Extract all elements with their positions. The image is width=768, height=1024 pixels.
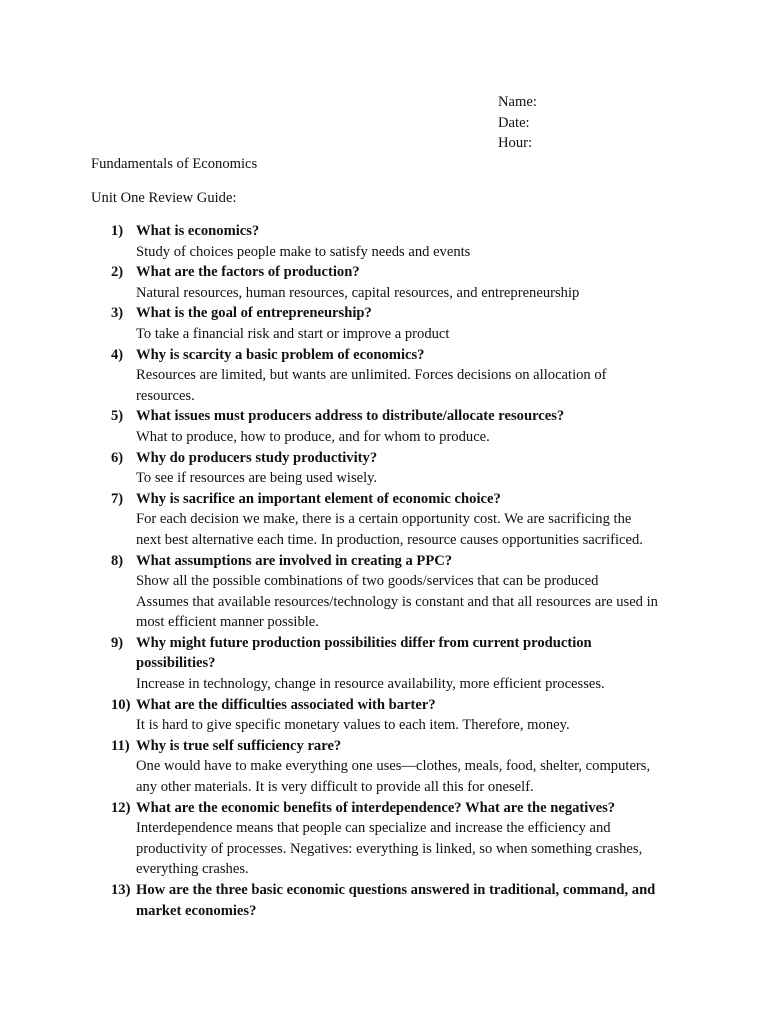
question-line: What assumptions are involved in creating a PPC? (136, 552, 453, 569)
answer-line: Show all the possible combinations of two goods/services that can be produced (136, 573, 599, 590)
answer-line: Interdependence means that people can specialize and increase the efficiency and (136, 820, 611, 837)
answer-line: everything crashes. (136, 861, 249, 878)
question-item (111, 798, 671, 880)
student-info-header (498, 92, 537, 154)
answer-text (136, 674, 671, 695)
answer-text (136, 365, 671, 406)
question-line: Why is scarcity a basic problem of economics? (136, 346, 425, 363)
question-number: 6) (111, 449, 124, 466)
question-body (136, 695, 671, 736)
answer-line: For each decision we make, there is a certain opportunity cost. We are sacrificing the (136, 511, 632, 528)
answer-text (136, 715, 671, 736)
answer-text (136, 509, 671, 550)
answer-line: To take a financial risk and start or improve a product (136, 325, 450, 342)
answer-text (136, 818, 671, 880)
question-body (136, 262, 671, 303)
course-title: Fundamentals of Economics (91, 156, 258, 172)
question-text (136, 345, 671, 366)
answer-text (136, 242, 671, 263)
question-text (136, 448, 671, 469)
answer-line: Assumes that available resources/technology is constant and that all resources are used in (136, 593, 658, 610)
question-line: What are the economic benefits of interdependence? What are the negatives? (136, 799, 616, 816)
question-item (111, 551, 671, 633)
answer-line: most efficient manner possible. (136, 614, 319, 631)
question-text (136, 736, 671, 757)
question-line: Why is sacrifice an important element of economic choice? (136, 490, 501, 507)
question-number: 3) (111, 305, 124, 322)
question-item (111, 489, 671, 551)
question-text (136, 406, 671, 427)
question-line: What are the factors of production? (136, 264, 360, 281)
question-body (136, 798, 671, 880)
question-line: What is the goal of entrepreneurship? (136, 305, 372, 322)
question-line: What issues must producers address to distribute/allocate resources? (136, 408, 565, 425)
question-body (136, 448, 671, 489)
question-number: 10) (111, 696, 131, 713)
question-line: Why is true self sufficiency rare? (136, 737, 342, 754)
answer-text (136, 756, 671, 797)
question-number: 4) (111, 346, 124, 363)
hour-label: Hour: (498, 135, 533, 152)
question-number: 5) (111, 408, 124, 425)
answer-line: It is hard to give specific monetary values to each item. Therefore, money. (136, 717, 570, 734)
question-text (136, 221, 671, 242)
question-body (136, 221, 671, 262)
question-item (111, 880, 671, 921)
question-line: Why might future production possibilities differ from current production (136, 634, 592, 651)
question-text (136, 262, 671, 283)
answer-line: One would have to make everything one uses—clothes, meals, food, shelter, computers, (136, 758, 651, 775)
question-item (111, 262, 671, 303)
question-text (136, 695, 671, 716)
unit-title: Unit One Review Guide: (91, 190, 237, 206)
question-list (111, 221, 671, 921)
question-text (136, 489, 671, 510)
question-item (111, 695, 671, 736)
answer-line: resources. (136, 387, 195, 404)
question-text (136, 798, 671, 819)
question-body (136, 551, 671, 633)
question-body (136, 489, 671, 551)
question-body (136, 633, 671, 695)
answer-text (136, 283, 671, 304)
answer-line: Natural resources, human resources, capital resources, and entrepreneurship (136, 284, 580, 301)
answer-line: To see if resources are being used wisely. (136, 470, 378, 487)
question-number: 12) (111, 799, 131, 816)
answer-line: productivity of processes. Negatives: everything is linked, so when something crashes, (136, 840, 643, 857)
question-item (111, 221, 671, 262)
question-body (136, 345, 671, 407)
question-text (136, 880, 671, 921)
question-number: 8) (111, 552, 124, 569)
question-line: Why do producers study productivity? (136, 449, 378, 466)
question-line: How are the three basic economic questions answered in traditional, command, and (136, 882, 656, 898)
answer-line: Increase in technology, change in resource availability, more efficient processes. (136, 676, 605, 693)
answer-line: Study of choices people make to satisfy needs and events (136, 243, 471, 260)
question-number: 13) (111, 882, 131, 898)
question-number: 2) (111, 264, 124, 281)
question-body (136, 303, 671, 344)
question-line: What are the difficulties associated with barter? (136, 696, 436, 713)
answer-text (136, 427, 671, 448)
question-line: market economies? (136, 902, 257, 919)
question-text (136, 303, 671, 324)
answer-line: What to produce, how to produce, and for whom to produce. (136, 428, 490, 445)
question-line: What is economics? (136, 223, 260, 239)
question-item (111, 345, 671, 407)
question-number: 9) (111, 634, 124, 651)
question-item (111, 448, 671, 489)
answer-text (136, 571, 671, 633)
question-item (111, 406, 671, 447)
question-number: 7) (111, 490, 124, 507)
question-body (136, 736, 671, 798)
name-label: Name: (498, 94, 537, 110)
question-number: 11) (111, 737, 130, 754)
question-body (136, 406, 671, 447)
question-line: possibilities? (136, 655, 216, 672)
date-label: Date: (498, 114, 530, 131)
question-number: 1) (111, 223, 124, 239)
answer-line: Resources are limited, but wants are unlimited. Forces decisions on allocation of (136, 367, 607, 384)
answer-text (136, 468, 671, 489)
question-item (111, 633, 671, 695)
question-text (136, 551, 671, 572)
question-text (136, 633, 671, 674)
answer-text (136, 324, 671, 345)
answer-line: any other materials. It is very difficult to provide all this for oneself. (136, 779, 534, 796)
question-item (111, 736, 671, 798)
question-body (136, 880, 671, 921)
answer-line: next best alternative each time. In production, resource causes opportunities sacrificed. (136, 531, 643, 548)
question-item (111, 303, 671, 344)
